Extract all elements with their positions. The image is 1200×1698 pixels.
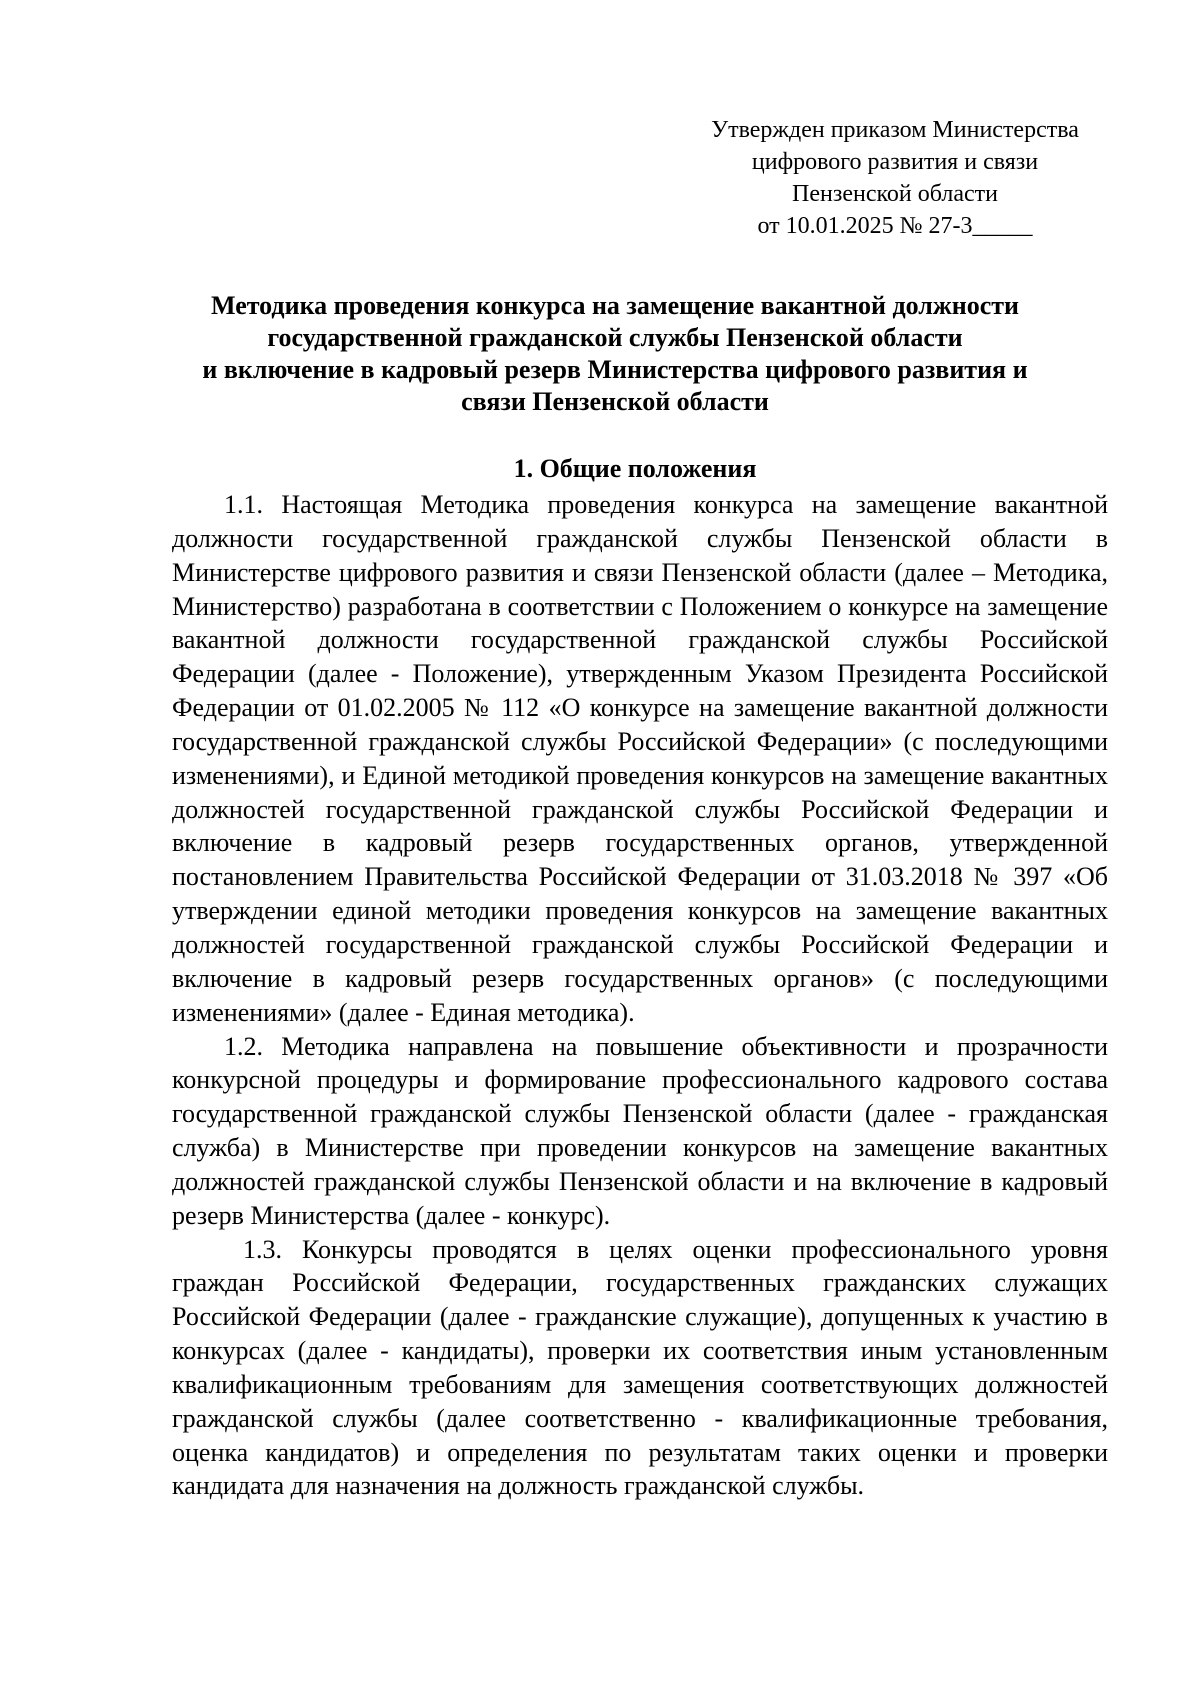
paragraph-1-3: 1.3. Конкурсы проводятся в целях оценки профессионального уровня граждан Российской Федерации, государственных гражданских служащих Российской Федерации (далее - гражданские служащие), допущенных к участию в конкурсах (далее - кандидаты), проверки их соответствия иным установленным квалификационным требованиям для замещения соответствующих должностей гражданской службы (далее соответственно - квалификационные требования, оценка кандидатов) и определения по результатам таких оценки и проверки кандидата для назначения на должность гражданской службы.	[172, 1234, 1108, 1501]
approval-line: Утвержден приказом Министерства	[711, 117, 1079, 143]
approval-order-number: от 10.01.2025 № 27-3_____	[757, 213, 1033, 239]
approval-stamp	[700, 114, 1090, 242]
title-line: Методика проведения конкурса на замещение вакантной должности	[211, 291, 1019, 320]
approval-line: Пензенской области	[792, 181, 998, 207]
section-heading: 1. Общие положения	[513, 454, 757, 483]
title-line: и включение в кадровый резерв Министерства цифрового развития и	[202, 355, 1028, 384]
paragraph-1-1: 1.1. Настоящая Методика проведения конкурса на замещение вакантной должности государственной гражданской службы Пензенской области в Министерстве цифрового развития и связи Пензенской области (далее – Методика, Министерство) разработана в соответствии с Положением о конкурсе на замещение вакантной должности государственной гражданской службы Российской Федерации (далее - Положение), утвержденным Указом Президента Российской Федерации от 01.02.2005 № 112 «О конкурсе на замещение вакантной должности государственной гражданской службы Российской Федерации» (с последующими изменениями), и Единой методикой проведения конкурсов на замещение вакантных должностей государственной гражданской службы Российской Федерации и включение в кадровый резерв государственных органов, утвержденной постановлением Правительства Российской Федерации от 31.03.2018 № 397 «Об утверждении единой методики проведения конкурсов на замещение вакантных должностей государственной гражданской службы Российской Федерации и включение в кадровый резерв государственных органов» (с последующими изменениями» (далее - Единая методика).	[172, 490, 1108, 1027]
title-line: государственной гражданской службы Пензенской области	[267, 323, 963, 352]
section-body	[172, 488, 1108, 1503]
document-title	[150, 290, 1080, 418]
paragraph-1-2: 1.2. Методика направлена на повышение объективности и прозрачности конкурсной процедуры и формирование профессионального кадрового состава государственной гражданской службы Пензенской области (далее - гражданская служба) в Министерстве при проведении конкурсов на замещение вакантных должностей гражданской службы Пензенской области и на включение в кадровый резерв Министерства (далее - конкурс).	[172, 1031, 1108, 1230]
title-line: связи Пензенской области	[461, 387, 769, 416]
approval-line: цифрового развития и связи	[751, 149, 1039, 175]
